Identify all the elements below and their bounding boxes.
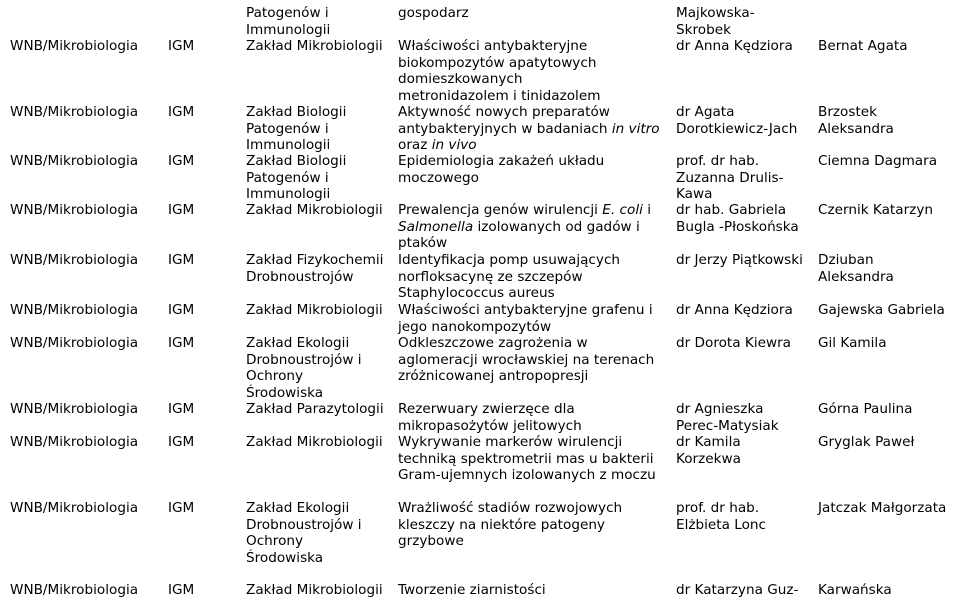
institute-cell: IGM xyxy=(168,153,195,169)
department-cell: WNB/Mikrobiologia xyxy=(10,401,139,417)
department-cell: WNB/Mikrobiologia xyxy=(10,302,139,318)
department-cell: WNB/Mikrobiologia xyxy=(10,153,139,169)
student-cell: Jatczak Małgorzata xyxy=(818,500,947,516)
student-cell: Dziuban Aleksandra xyxy=(818,252,894,285)
institute-cell: IGM xyxy=(168,401,195,417)
institute-cell: IGM xyxy=(168,335,195,351)
student-cell: Brzostek Aleksandra xyxy=(818,104,894,137)
unit-cell: Zakład Mikrobiologii xyxy=(246,582,383,598)
topic-cell: Rezerwuary zwierzęce dla mikropasożytów jelitowych xyxy=(398,401,582,434)
department-cell: WNB/Mikrobiologia xyxy=(10,252,139,268)
unit-cell: Zakład Ekologii Drobnoustrojów i Ochrony Środowiska xyxy=(246,500,362,566)
institute-cell: IGM xyxy=(168,38,195,54)
topic-cell: Wykrywanie markerów wirulencji techniką spektrometrii mas u bakterii Gram-ujemnych izolowanych z moczu xyxy=(398,434,656,484)
supervisor-cell: Majkowska- Skrobek xyxy=(676,5,755,38)
supervisor-cell: dr Agnieszka Perec-Matysiak xyxy=(676,401,779,434)
institute-cell: IGM xyxy=(168,302,195,318)
topic-cell: gospodarz xyxy=(398,5,469,21)
institute-cell: IGM xyxy=(168,582,195,598)
student-cell: Gil Kamila xyxy=(818,335,887,351)
supervisor-cell: prof. dr hab. Zuzanna Drulis- Kawa xyxy=(676,153,784,203)
topic-cell: Wrażliwość stadiów rozwojowych kleszczy na niektóre patogeny grzybowe xyxy=(398,500,623,550)
student-cell: Ciemna Dagmara xyxy=(818,153,938,169)
unit-cell: Zakład Biologii Patogenów i Immunologii xyxy=(246,104,347,154)
unit-cell: Zakład Mikrobiologii xyxy=(246,434,383,450)
topic-cell: Właściwości antybakteryjne grafenu i jego nanokompozytów xyxy=(398,302,653,335)
supervisor-cell: dr hab. Gabriela Bugla -Płoskońska xyxy=(676,202,799,235)
supervisor-cell: dr Anna Kędziora xyxy=(676,302,793,318)
student-cell: Bernat Agata xyxy=(818,38,908,54)
unit-cell: Zakład Ekologii Drobnoustrojów i Ochrony Środowiska xyxy=(246,335,362,401)
unit-cell: Zakład Parazytologii xyxy=(246,401,384,417)
department-cell: WNB/Mikrobiologia xyxy=(10,582,139,598)
supervisor-cell: dr Katarzyna Guz- xyxy=(676,582,799,598)
topic-cell: Właściwości antybakteryjne biokompozytów apatytowych domieszkowanych metronidazolem i tinidazolem xyxy=(398,38,601,104)
unit-cell: Patogenów i Immunologii xyxy=(246,5,331,38)
unit-cell: Zakład Biologii Patogenów i Immunologii xyxy=(246,153,347,203)
topic-cell: Tworzenie ziarnistości xyxy=(398,582,546,598)
student-cell: Karwańska xyxy=(818,582,892,598)
supervisor-cell: dr Jerzy Piątkowski xyxy=(676,252,803,268)
institute-cell: IGM xyxy=(168,104,195,120)
student-cell: Gryglak Paweł xyxy=(818,434,915,450)
unit-cell: Zakład Mikrobiologii xyxy=(246,302,383,318)
supervisor-cell: dr Dorota Kiewra xyxy=(676,335,792,351)
department-cell: WNB/Mikrobiologia xyxy=(10,434,139,450)
topic-cell: Odkleszczowe zagrożenia w aglomeracji wrocławskiej na terenach zróżnicowanej antropopresji xyxy=(398,335,655,385)
unit-cell: Zakład Mikrobiologii xyxy=(246,202,383,218)
supervisor-cell: dr Kamila Korzekwa xyxy=(676,434,741,467)
institute-cell: IGM xyxy=(168,500,195,516)
institute-cell: IGM xyxy=(168,202,195,218)
student-cell: Górna Paulina xyxy=(818,401,913,417)
unit-cell: Zakład Mikrobiologii xyxy=(246,38,383,54)
department-cell: WNB/Mikrobiologia xyxy=(10,500,139,516)
institute-cell: IGM xyxy=(168,252,195,268)
topic-cell: Identyfikacja pomp usuwających norfloksacynę ze szczepów Staphylococcus aureus xyxy=(398,252,621,302)
topic-cell: Epidemiologia zakażeń układu moczowego xyxy=(398,153,605,186)
unit-cell: Zakład Fizykochemii Drobnoustrojów xyxy=(246,252,384,285)
supervisor-cell: dr Agata Dorotkiewicz-Jach xyxy=(676,104,798,137)
supervisor-cell: prof. dr hab. Elżbieta Lonc xyxy=(676,500,766,533)
topic-cell: Aktywność nowych preparatów antybakteryjnych w badaniach in vitro oraz in vivo xyxy=(398,104,660,154)
student-cell: Gajewska Gabriela xyxy=(818,302,945,318)
topic-cell: Prewalencja genów wirulencji E. coli i Salmonella izolowanych od gadów i ptaków xyxy=(398,202,651,252)
department-cell: WNB/Mikrobiologia xyxy=(10,104,139,120)
institute-cell: IGM xyxy=(168,434,195,450)
supervisor-cell: dr Anna Kędziora xyxy=(676,38,793,54)
department-cell: WNB/Mikrobiologia xyxy=(10,38,139,54)
department-cell: WNB/Mikrobiologia xyxy=(10,202,139,218)
department-cell: WNB/Mikrobiologia xyxy=(10,335,139,351)
student-cell: Czernik Katarzyn xyxy=(818,202,933,218)
